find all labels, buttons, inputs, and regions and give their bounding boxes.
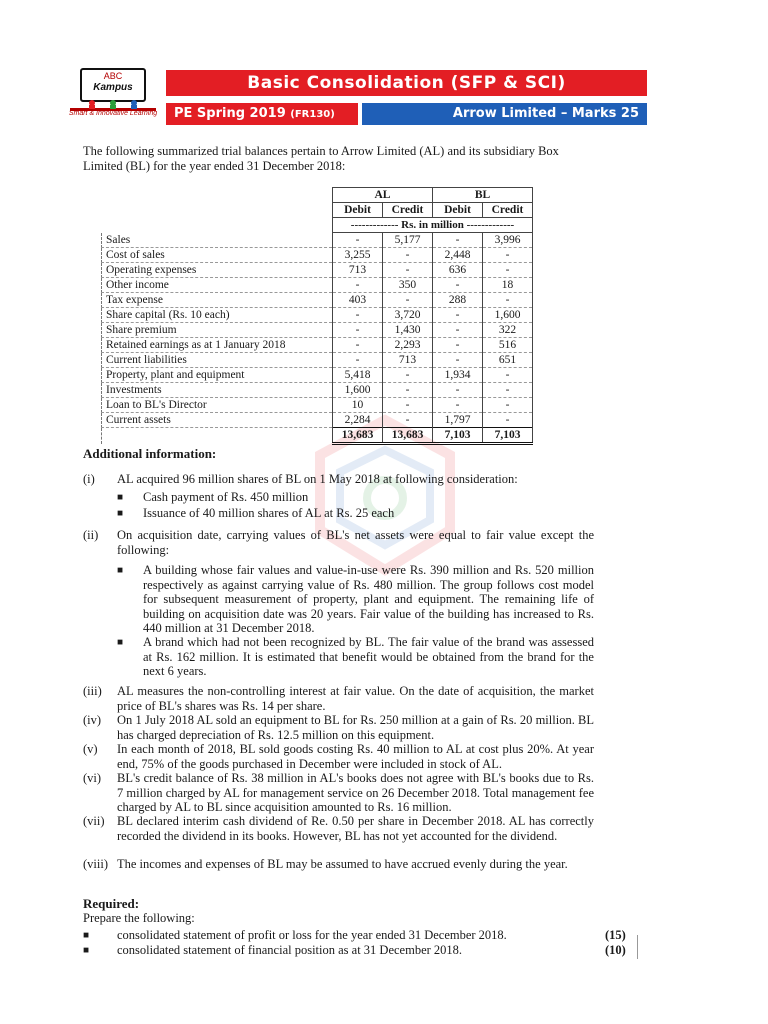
header-bl-credit: Credit [483,203,533,218]
item-number-vi: (vi) [83,771,102,785]
row-value: - [383,368,433,383]
table-row [102,233,533,248]
table-row [102,368,533,383]
row-value: 1,600 [333,383,383,398]
item-number-vii: (vii) [83,814,105,828]
row-value: - [433,338,483,353]
row-value: - [383,398,433,413]
row-value: - [433,308,483,323]
item-i-bullet-1: Cash payment of Rs. 450 million [143,490,309,504]
row-value: 2,293 [383,338,433,353]
table-row [102,383,533,398]
abc-kampus-logo [62,66,164,126]
row-value: - [433,278,483,293]
trial-balance-table [101,187,533,445]
required-marks-1: (15) [605,928,626,942]
table-row [102,338,533,353]
item-number-iii: (iii) [83,684,102,698]
item-number-i: (i) [83,472,95,486]
row-label: Investments [102,383,333,398]
table-header-columns [102,203,533,218]
item-ii-bullet-2: A brand which had not been recognized by BL. The fair value of the brand was assessed at Rs. 162 million. It is estimated that benefit would be obtained from the brand for the next 6 years. [143,635,594,678]
row-value: - [433,323,483,338]
item-text-iii: AL measures the non-controlling interest at fair value. On the date of acquisition, the market price of BL's shares was Rs. 14 per share. [117,684,594,713]
row-value: 3,720 [383,308,433,323]
row-value: - [433,233,483,248]
logo-tagline: Smart & Innovative Learning [68,110,158,117]
row-value: - [383,293,433,308]
row-value: 5,418 [333,368,383,383]
item-text-v: In each month of 2018, BL sold goods costing Rs. 40 million to AL at cost plus 20%. At year end, 75% of the goods purchased in December were included in stock of AL. [117,742,594,771]
row-value: - [433,383,483,398]
row-value: 1,934 [433,368,483,383]
bullet-icon: ■ [117,508,124,519]
exam-code: (FR130) [290,109,335,120]
row-value: - [383,248,433,263]
item-number-ii: (ii) [83,528,99,542]
row-value: - [333,323,383,338]
row-value: 350 [383,278,433,293]
table-row [102,323,533,338]
row-value: - [333,233,383,248]
row-value: 1,430 [383,323,433,338]
item-text-iv: On 1 July 2018 AL sold an equipment to BL for Rs. 250 million at a gain of Rs. 20 million. BL has charged depreciation of Rs. 12.5 million on this equipment. [117,713,594,742]
row-value: - [333,338,383,353]
row-value: - [483,248,533,263]
row-label: Share capital (Rs. 10 each) [102,308,333,323]
header-al: AL [333,188,433,203]
row-value: - [483,413,533,428]
row-value: - [483,293,533,308]
row-label: Share premium [102,323,333,338]
row-value: - [383,383,433,398]
table-total-row [102,428,533,444]
logo-abc-text: ABC [103,71,123,81]
bullet-icon: ■ [83,930,90,941]
row-value: - [383,263,433,278]
header-al-debit: Debit [333,203,383,218]
row-value: - [333,353,383,368]
page-title: Basic Consolidation (SFP & SCI) [166,70,647,96]
row-value: 1,797 [433,413,483,428]
item-text-vi: BL's credit balance of Rs. 38 million in AL's books does not agree with BL's books due to Rs. 7 million charged by AL for management service on 26 December 2018. Total management fee charged by AL to BL since acquisition amounted to Rs. 16 million. [117,771,594,814]
bullet-icon: ■ [83,945,90,956]
required-prepare: Prepare the following: [83,911,195,925]
row-value: 2,448 [433,248,483,263]
row-label: Current assets [102,413,333,428]
row-value: 713 [383,353,433,368]
item-number-v: (v) [83,742,98,756]
margin-rule [637,935,638,959]
item-number-viii: (viii) [83,857,108,871]
row-value: 403 [333,293,383,308]
row-value: - [483,383,533,398]
row-value: 18 [483,278,533,293]
row-value: 10 [333,398,383,413]
header-bl: BL [433,188,533,203]
row-value: - [433,353,483,368]
required-item-1: consolidated statement of profit or loss for the year ended 31 December 2018. [117,928,507,942]
row-value: 3,255 [333,248,383,263]
row-value: - [383,413,433,428]
required-marks-2: (10) [605,943,626,957]
table-body [102,233,533,428]
table-row [102,353,533,368]
row-value: 1,600 [483,308,533,323]
row-value: 713 [333,263,383,278]
required-heading: Required: [83,896,140,911]
row-value: 322 [483,323,533,338]
table-row [102,248,533,263]
table-unit-row [102,218,533,233]
row-value: - [433,398,483,413]
item-ii-bullet-1: A building whose fair values and value-in-use were Rs. 390 million and Rs. 520 million respectively as against carrying value of Rs. 480 million. The group follows cost model for subsequent measurement of property, plant and equipment. The remaining life of building on acquisition date was 20 years. Fair value of the building has increased to Rs. 440 million at 31 December 2018. [143,563,594,635]
item-text-vii: BL declared interim cash dividend of Re. 0.50 per share in December 2018. AL has correctly recorded the dividend in its books. However, BL has not yet accounted for the dividend. [117,814,594,843]
item-text-ii: On acquisition date, carrying values of BL's net assets were equal to fair value except the following: [117,528,594,557]
exam-session: PE Spring 2019 [174,106,286,121]
item-number-iv: (iv) [83,713,102,727]
item-text-viii: The incomes and expenses of BL may be assumed to have accrued evenly during the year. [117,857,568,871]
logo-kampus-text: Kampus [93,82,133,93]
header-bl-debit: Debit [433,203,483,218]
row-value: 516 [483,338,533,353]
row-value: 288 [433,293,483,308]
row-value: 3,996 [483,233,533,248]
table-row [102,278,533,293]
row-value: 5,177 [383,233,433,248]
row-label: Other income [102,278,333,293]
row-value: - [483,398,533,413]
table-row [102,413,533,428]
unit-label: ------------- Rs. in million ------------- [333,218,533,233]
item-i-bullet-2: Issuance of 40 million shares of AL at Rs. 25 each [143,506,395,520]
row-value: 651 [483,353,533,368]
row-label: Property, plant and equipment [102,368,333,383]
row-label: Operating expenses [102,263,333,278]
table-row [102,263,533,278]
row-value: - [333,308,383,323]
total-bl-debit: 7,103 [433,428,483,444]
row-label: Retained earnings as at 1 January 2018 [102,338,333,353]
row-label: Loan to BL's Director [102,398,333,413]
row-value: 2,284 [333,413,383,428]
row-label: Current liabilities [102,353,333,368]
row-label: Cost of sales [102,248,333,263]
table-row [102,398,533,413]
row-label: Tax expense [102,293,333,308]
company-marks-label: Arrow Limited – Marks 25 [362,103,647,125]
table-row [102,293,533,308]
intro-text: The following summarized trial balances pertain to Arrow Limited (AL) and its subsidiary Box Limited (BL) for the year ended 31 December 2018: [83,144,559,173]
table-row [102,308,533,323]
header-al-credit: Credit [383,203,433,218]
row-value: - [333,278,383,293]
required-item-2: consolidated statement of financial position as at 31 December 2018. [117,943,463,957]
total-al-credit: 13,683 [383,428,433,444]
bullet-icon: ■ [117,492,124,503]
row-label: Sales [102,233,333,248]
logo-box [80,68,146,102]
row-value: - [483,263,533,278]
total-al-debit: 13,683 [333,428,383,444]
bullet-icon: ■ [117,637,124,648]
row-value: - [483,368,533,383]
total-bl-credit: 7,103 [483,428,533,444]
table-header-entities [102,188,533,203]
row-value: 636 [433,263,483,278]
bullet-icon: ■ [117,565,124,576]
additional-info-heading: Additional information: [83,446,217,461]
exam-label [166,103,358,125]
item-text-i: AL acquired 96 million shares of BL on 1 May 2018 at following consideration: [117,472,518,486]
